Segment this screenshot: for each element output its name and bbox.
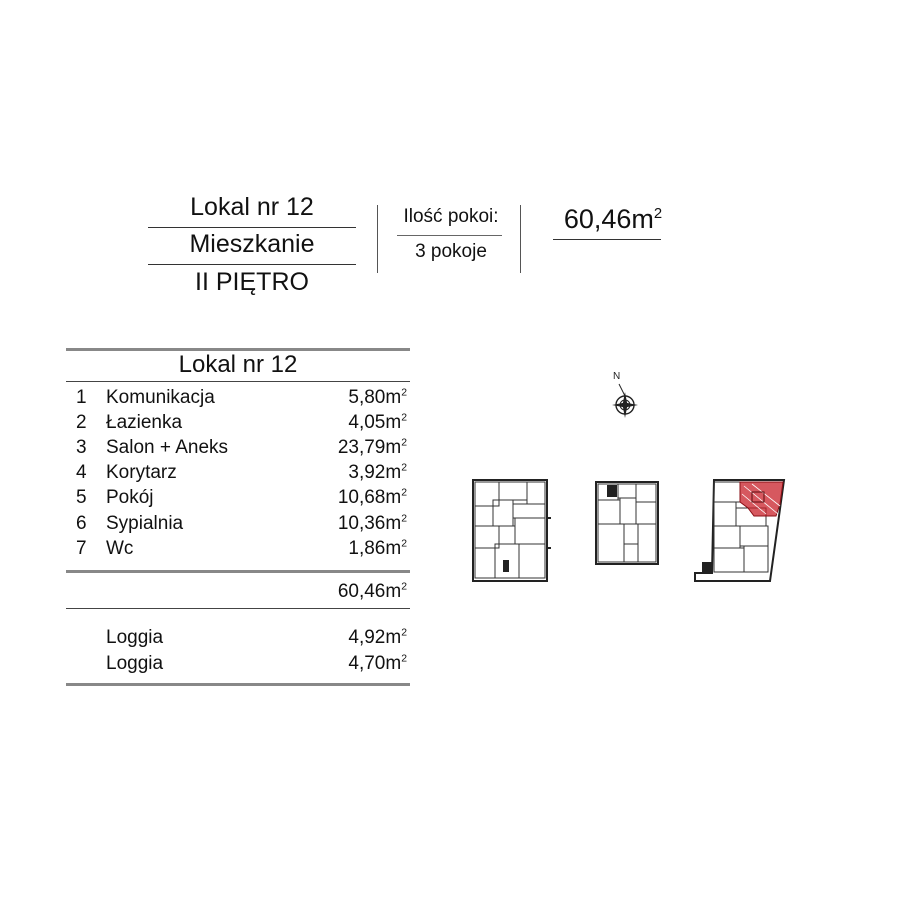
table-rule-total	[66, 608, 410, 609]
row-number: 3	[76, 437, 87, 458]
table-title: Lokal nr 12	[178, 351, 298, 378]
row-name: Sypialnia	[106, 513, 184, 534]
row-area-exp: 2	[401, 487, 407, 499]
header-vertical-divider-left	[377, 205, 378, 273]
header-vertical-divider-right	[520, 205, 521, 273]
row-area	[348, 653, 407, 675]
row-area-exp: 2	[401, 462, 407, 474]
table-row	[66, 437, 410, 462]
row-area-value: 10,68m	[337, 487, 402, 508]
row-area	[348, 462, 407, 484]
header-divider-1	[148, 227, 356, 228]
row-area-value: 4,92m	[348, 627, 402, 648]
room-table	[66, 348, 410, 686]
row-area	[338, 437, 407, 459]
row-number: 7	[76, 538, 87, 559]
row-area	[348, 412, 407, 434]
floor-plan-middle	[595, 480, 661, 566]
table-row	[66, 462, 410, 487]
row-area-value: 1,86m	[348, 538, 402, 559]
row-area-exp: 2	[401, 412, 407, 424]
row-area	[338, 513, 407, 535]
row-name: Korytarz	[106, 462, 177, 483]
row-name: Wc	[106, 538, 134, 559]
total-area-header-exp: 2	[653, 206, 663, 222]
row-area-value: 4,05m	[348, 412, 402, 433]
compass-north-label: N	[613, 371, 621, 382]
row-area-exp: 2	[401, 513, 407, 525]
row-area-value: 4,70m	[348, 653, 402, 674]
total-area-header	[548, 204, 678, 235]
row-area-value: 23,79m	[337, 437, 402, 458]
table-extra-row	[66, 627, 410, 652]
table-rule-subtotal	[66, 570, 410, 573]
table-total-exp: 2	[401, 581, 407, 593]
row-area-exp: 2	[401, 653, 407, 665]
table-rule-header	[66, 381, 410, 382]
table-rule-bottom	[66, 683, 410, 686]
row-number: 6	[76, 513, 87, 534]
row-name: Pokój	[106, 487, 154, 508]
header-unit-type: Mieszkanie	[189, 230, 315, 258]
floor-plan-right-highlighted	[694, 478, 786, 584]
header-lokal-number: Lokal nr 12	[190, 193, 314, 221]
row-number: 2	[76, 412, 87, 433]
table-total	[338, 581, 407, 603]
row-area-value: 10,36m	[337, 513, 402, 534]
row-number: 5	[76, 487, 87, 508]
row-name: Komunikacja	[106, 387, 215, 408]
row-name: Loggia	[106, 627, 164, 648]
table-row	[66, 387, 410, 412]
rooms-label: Ilość pokoi:	[403, 206, 499, 227]
row-name: Loggia	[106, 653, 164, 674]
total-area-header-underline	[553, 239, 661, 240]
table-row	[66, 538, 410, 563]
total-area-header-value: 60,46m	[563, 204, 654, 234]
row-area-exp: 2	[401, 437, 407, 449]
row-area-exp: 2	[401, 538, 407, 550]
header-divider-2	[148, 264, 356, 265]
table-row	[66, 412, 410, 437]
header-floor: II PIĘTRO	[195, 268, 309, 296]
row-number: 4	[76, 462, 87, 483]
table-row	[66, 487, 410, 512]
row-area-value: 5,80m	[348, 387, 402, 408]
compass-icon	[605, 368, 645, 418]
row-area	[348, 387, 407, 409]
table-row	[66, 513, 410, 538]
row-area-exp: 2	[401, 387, 407, 399]
rooms-divider	[397, 235, 502, 236]
row-name: Łazienka	[106, 412, 183, 433]
table-extra-row	[66, 653, 410, 678]
row-area-exp: 2	[401, 627, 407, 639]
rooms-value: 3 pokoje	[415, 241, 487, 262]
table-total-value: 60,46m	[337, 581, 402, 602]
row-area	[338, 487, 407, 509]
row-area	[348, 538, 407, 560]
row-area-value: 3,92m	[348, 462, 402, 483]
row-number: 1	[76, 387, 87, 408]
row-name: Salon + Aneks	[106, 437, 229, 458]
floor-plan-left	[472, 478, 552, 584]
row-area	[348, 627, 407, 649]
